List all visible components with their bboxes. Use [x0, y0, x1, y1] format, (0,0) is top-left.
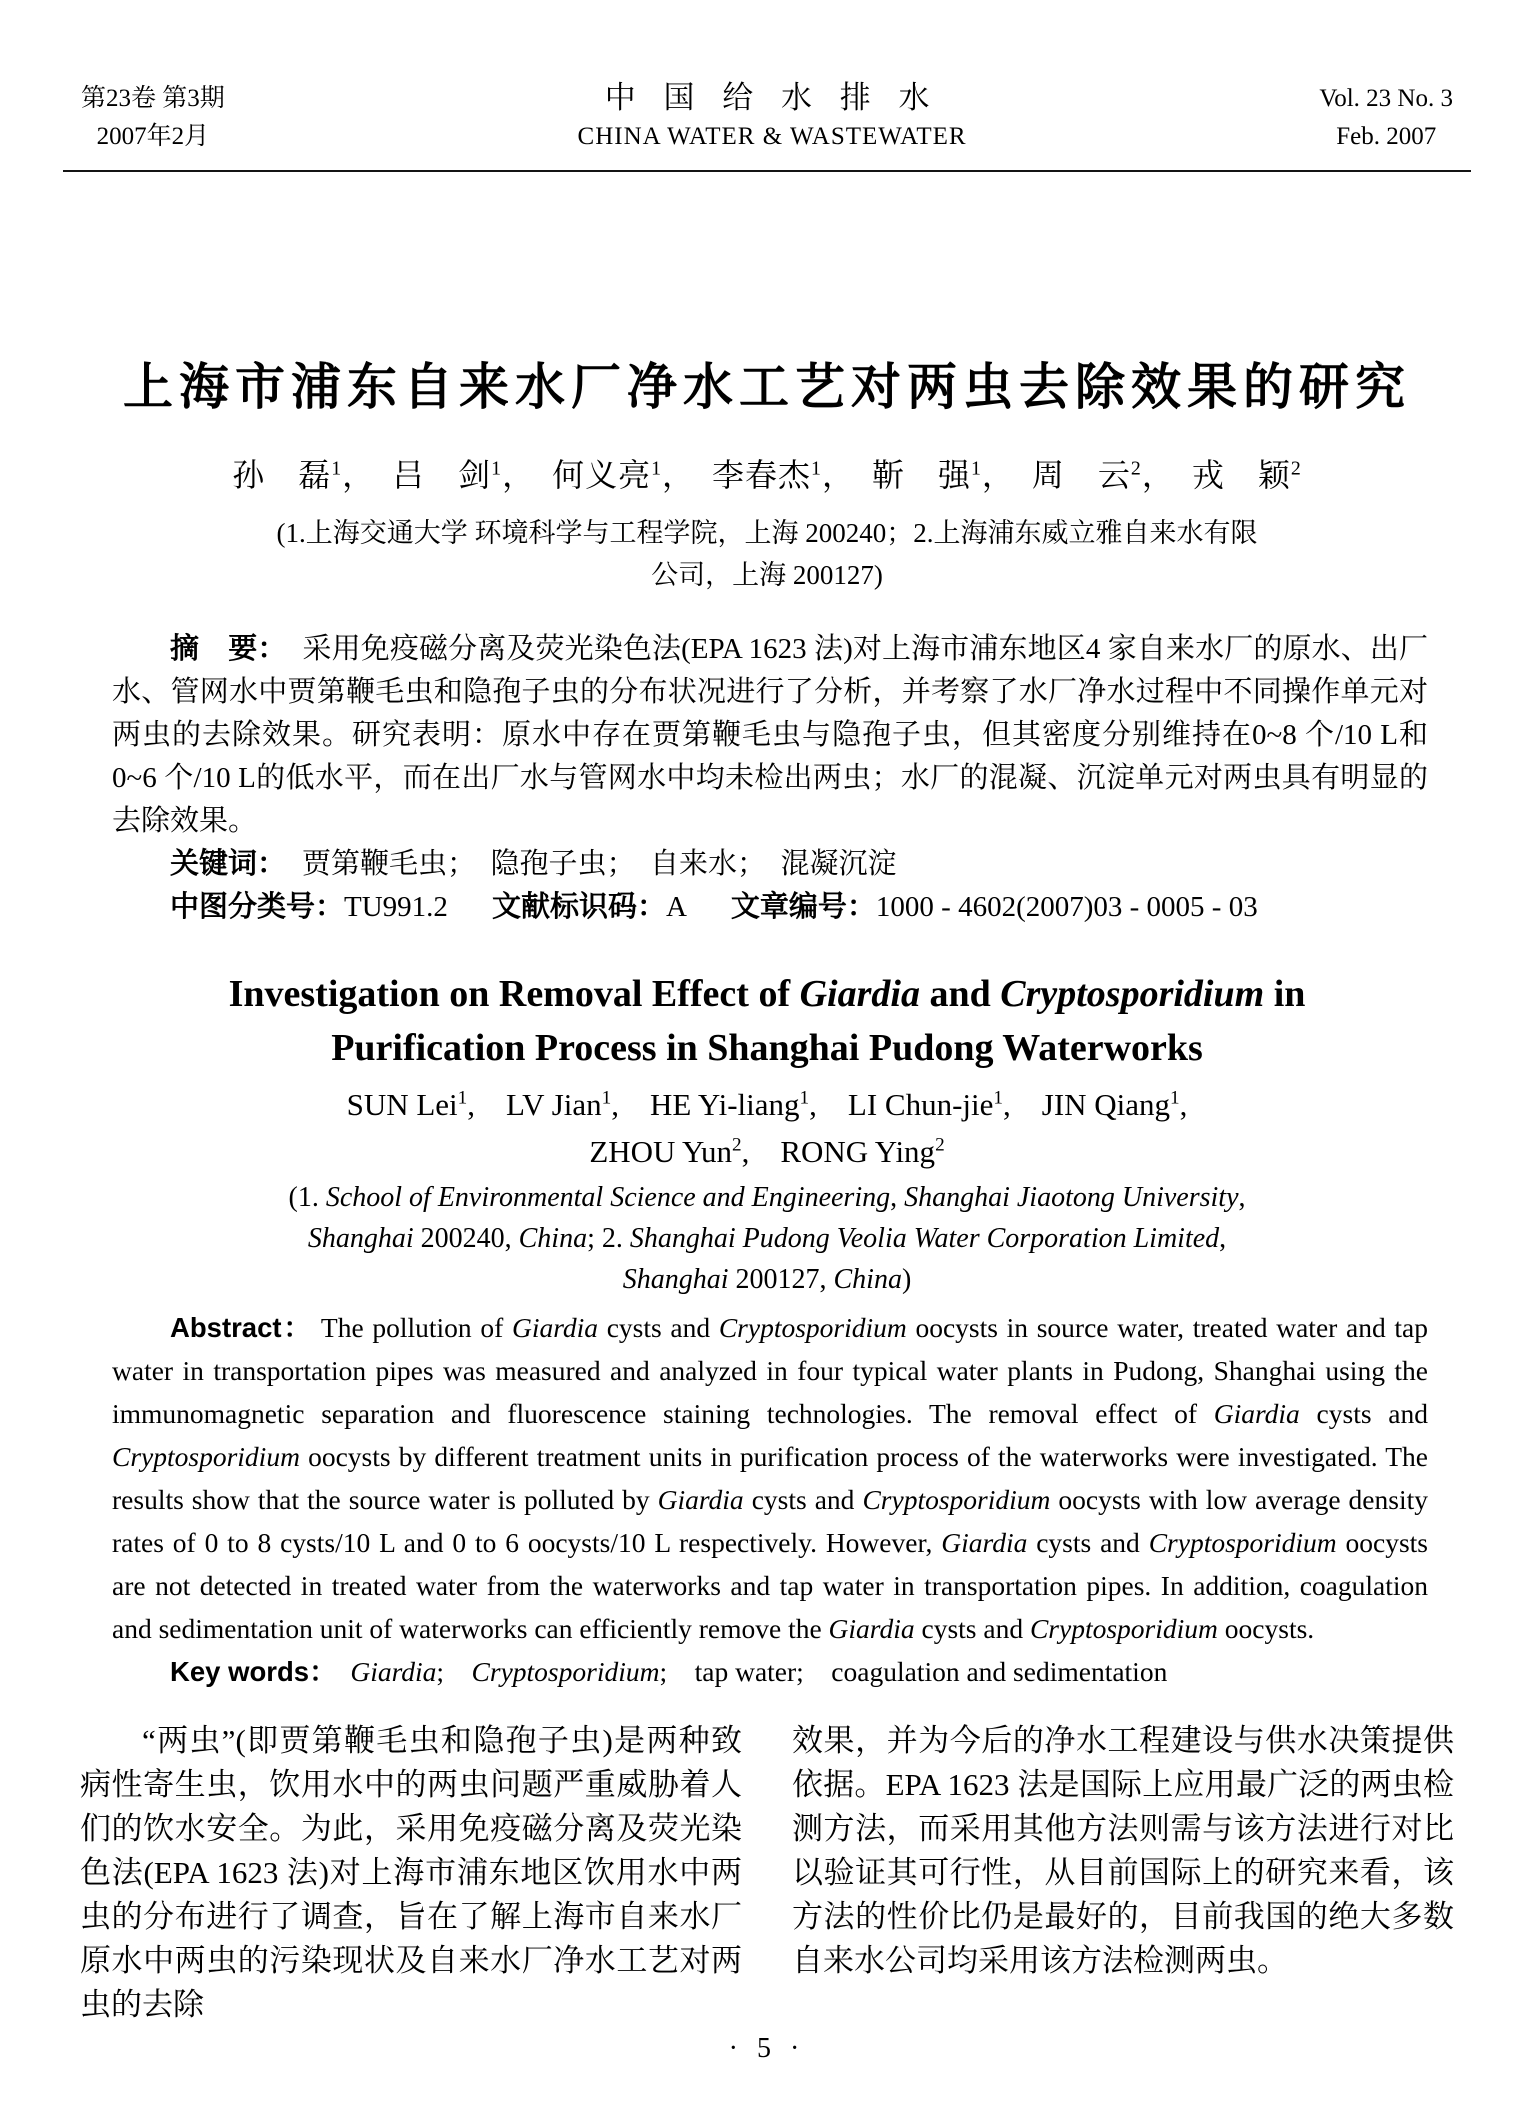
abstract-zh-label: 摘 要： — [170, 633, 287, 665]
clc-number-value: TU991.2 — [344, 891, 448, 923]
issue-date-en: Feb. 2007 — [1336, 123, 1437, 150]
keywords-en-label: Key words： — [170, 1656, 323, 1687]
body-left-paragraph: “两虫”(即贾第鞭毛虫和隐孢子虫)是两种致病性寄生虫，饮用水中的两虫问题严重威胁着人们的饮水安全。为此，采用免疫磁分离及荧光染色法(EPA 1623 法)对上海市浦东地区饮用水中两虫的分布进行了调查，旨在了解上海市自来水厂原水中两虫的污染现状及自来水厂净水工艺对两虫的去除 — [80, 1723, 742, 2022]
body-left-column — [80, 1719, 742, 2027]
volume-issue-zh: 第23卷 第3期 — [81, 85, 225, 112]
abstract-zh — [112, 628, 1428, 843]
classification-line — [112, 886, 1428, 929]
header-volume-block — [1319, 80, 1453, 156]
affiliation-en-line2: Shanghai 200240, China; 2. Shanghai Pudong Veolia Water Corporation Limited, — [307, 1223, 1227, 1254]
abstract-en-label: Abstract： — [170, 1312, 313, 1343]
article-id-label: 文章编号： — [730, 891, 876, 923]
affiliation-zh-line1: (1.上海交通大学 环境科学与工程学院，上海 200240；2.上海浦东威立雅自来水有限 — [276, 518, 1258, 548]
authors-en — [0, 1081, 1534, 1175]
article-title-zh: 上海市浦东自来水厂净水工艺对两虫去除效果的研究 — [123, 359, 1411, 415]
keywords-zh-label: 关键词： — [170, 848, 287, 880]
clc-number-label: 中图分类号： — [170, 891, 345, 923]
authors-en-line1: SUN Lei$^1$, LV Jian$^1$, HE Yi-liang$^1$, LI Chun-jie$^1$, JIN Qiang$^1$, — [346, 1087, 1188, 1122]
journal-name-en: CHINA WATER & WASTEWATER — [577, 123, 967, 150]
chinese-abstract-block — [112, 628, 1428, 929]
keywords-zh-text: 贾第鞭毛虫； 隐孢子虫； 自来水； 混凝沉淀 — [302, 848, 897, 880]
body-columns — [80, 1719, 1454, 2027]
article-title-en — [60, 967, 1474, 1075]
issue-date-zh: 2007年2月 — [96, 123, 210, 150]
journal-name-zh: 中 国 给 水 排 水 — [604, 80, 940, 115]
abstract-en — [112, 1306, 1428, 1650]
journal-header — [63, 0, 1471, 172]
affiliation-en-line3: Shanghai 200127, China) — [622, 1264, 912, 1295]
authors-en-line2: ZHOU Yun$^2$, RONG Ying$^2$ — [589, 1134, 945, 1169]
header-journal-block — [578, 78, 967, 156]
article-title-en-line1: Investigation on Removal Effect of Giardia and Cryptosporidium in — [228, 973, 1306, 1015]
affiliation-zh-line2: 公司，上海 200127) — [651, 560, 883, 590]
document-code-value: A — [665, 891, 687, 923]
abstract-en-text: The pollution of Giardia cysts and Cryptosporidium oocysts in source water, treated water and tap water in transportation pipes was measured and analyzed in four typical water plants in Pudong, Shanghai using the immunomagnetic separation and fluorescence staining technologies. The removal effect of Giardia cysts and Cryptosporidium oocysts by different treatment units in purification process of the waterworks were investigated. The results show that the source water is polluted by Giardia cysts and Cryptosporidium oocysts with low average density rates of 0 to 8 cysts/10 L and 0 to 6 oocysts/10 L respectively. However, Giardia cysts and Cryptosporidium oocysts are not detected in treated water from the waterworks and tap water in transportation pipes. In addition, coagulation and sedimentation unit of waterworks can efficiently remove the Giardia cysts and Cryptosporidium oocysts. — [112, 1312, 1428, 1644]
authors-zh: 孙 磊$^1$， 吕 剑$^1$， 何义亮$^1$， 李春杰$^1$， 靳 强$^1$， 周 云$^2$， 戎 颖$^2$ — [232, 457, 1302, 493]
body-right-column — [792, 1719, 1454, 2027]
article-title-en-line2: Purification Process in Shanghai Pudong Waterworks — [331, 1027, 1203, 1069]
page-number: · 5 · — [728, 2033, 806, 2064]
volume-issue-en: Vol. 23 No. 3 — [1319, 85, 1453, 112]
document-code-label: 文献标识码： — [491, 891, 666, 923]
keywords-en-text: Giardia; Cryptosporidium; tap water; coagulation and sedimentation — [350, 1656, 1168, 1687]
abstract-zh-text: 采用免疫磁分离及荧光染色法(EPA 1623 法)对上海市浦东地区4 家自来水厂的原水、出厂水、管网水中贾第鞭毛虫和隐孢子虫的分布状况进行了分析，并考察了水厂净水过程中不同操作单元对两虫的去除效果。研究表明：原水中存在贾第鞭毛虫与隐孢子虫，但其密度分别维持在0~8 个/10 L和0~6 个/10 L的低水平，而在出厂水与管网水中均未检出两虫；水厂的混凝、沉淀单元对两虫具有明显的去除效果。 — [112, 633, 1428, 837]
affiliation-en-line1: (1. School of Environmental Science and Engineering, Shanghai Jiaotong University, — [288, 1182, 1246, 1213]
body-right-paragraph: 效果，并为今后的净水工程建设与供水决策提供依据。EPA 1623 法是国际上应用最广泛的两虫检测方法，而采用其他方法则需与该方法进行对比以验证其可行性，从目前国际上的研究来看，该方法的性价比仍是最好的，目前我国的绝大多数自来水公司均采用该方法检测两虫。 — [792, 1723, 1454, 1978]
article-id-value: 1000 - 4602(2007)03 - 0005 - 03 — [875, 891, 1258, 923]
header-issue-block — [81, 80, 225, 156]
keywords-en — [112, 1650, 1428, 1693]
affiliation-en — [0, 1177, 1534, 1300]
keywords-zh — [112, 843, 1428, 886]
